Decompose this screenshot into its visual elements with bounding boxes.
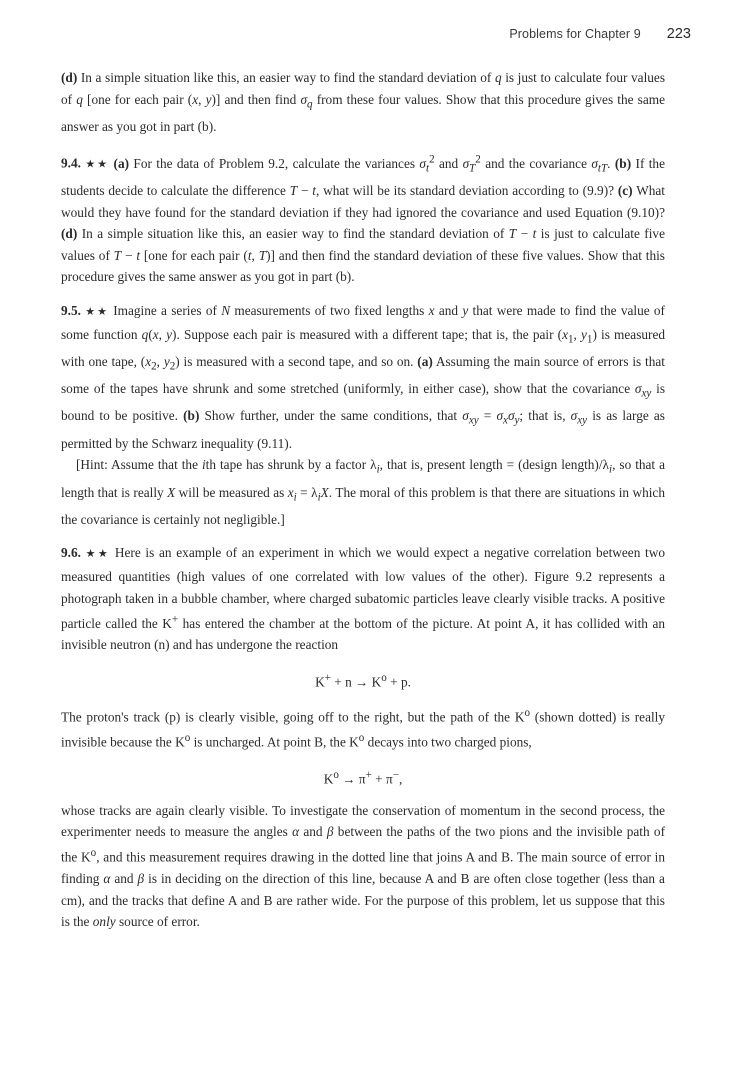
running-head bbox=[60, 26, 691, 42]
paragraph: The proton's track (p) is clearly visible, going off to the right, but the path of the $K^o$ (shown dotted) is really invisible because the $K^o$ is uncharged. At point B, the $K^o$ decays into two charged pions, bbox=[61, 706, 666, 750]
problem-number: 9.6. bbox=[61, 545, 81, 561]
problem-number: 9.5. bbox=[61, 303, 81, 319]
body-text bbox=[61, 67, 665, 945]
display-equation: $K^+ + n \to K^o + p$. bbox=[315, 671, 411, 690]
difficulty-stars-icon: ★★ bbox=[85, 158, 110, 171]
page-number: 223 bbox=[666, 26, 691, 42]
problem-text: (a) For the data of Problem 9.2, calculate the variances $\sigma_t^2$ and $\sigma_T^2$ and the covariance $\sigma_{tT}$. (b) If the students decide to calculate the difference T − t, what will be its standard deviation according to (9.9)? (c) What would they have found for the standard deviation if they had ignored the covariance and used Equation (9.10)? (d) In a simple situation like this, an easier way to find the standard deviation of T − t is just to calculate five values of T − t [one for each pair (t, T)] and then find the standard deviation of these five values. Show that this procedure gives the same answer as you got in part (b). bbox=[61, 153, 665, 285]
problem-9.6 bbox=[61, 542, 665, 655]
difficulty-stars-icon: ★★ bbox=[85, 306, 109, 319]
difficulty-stars-icon: ★★ bbox=[85, 548, 111, 561]
problem-text: Imagine a series of N measurements of two fixed lengths x and y that were made to find the value of some function q(x, y). Suppose each pair is measured with a different tape; that is, the pair ($x_1$, $y_1$) is measured with one tape, ($x_2$, $y_2$) is measured with a second tape, and so on. (a) Assuming the main source of errors is that some of the tapes have shrunk and some stretched (uniformly, in either case), show that the covariance $\sigma_{xy}$ is bound to be positive. (b) Show further, under the same conditions, that $\sigma_{xy} = \sigma_x\sigma_y$; that is, $\sigma_{xy}$ is as large as permitted by the Schwarz inequality (9.11). bbox=[61, 303, 665, 451]
hint-paragraph: [Hint: Assume that the ith tape has shrunk by a factor $\lambda_i$, that is, present length = (design $length)/\lambda_i$, so that a length that is really X will be measured as $x_i = \lambda_iX$. The moral of this problem is that there are situations in which the covariance is certainly not negligible.] bbox=[61, 457, 666, 527]
problem-text: Here is an example of an experiment in which we would expect a negative correlation between two measured quantities (high values of one correlated with low values of the other). Figure 9.2 represents a photograph taken in a bubble chamber, where charged subatomic particles leave clearly visible tracks. A positive particle called the K+ has entered the chamber at the bottom of the picture. At point A, it has collided with an invisible neutron (n) and has undergone the reaction bbox=[61, 545, 666, 653]
paragraph: whose tracks are again clearly visible. To investigate the conservation of momentum in the second process, the experimenter needs to measure the angles α and β between the paths of the two pions and the invisible path of the $K^o$, and this measurement requires drawing in the dotted line that joins A and B. The main source of error in finding α and β is in deciding on the direction of this line, because A and B are often close together (less than a cm), and the tracks that define A and B are rather wide. For the purpose of this problem, let us suppose that this is the only source of error. bbox=[61, 802, 666, 930]
problem-9.5 bbox=[61, 300, 665, 454]
problem-9.4 bbox=[61, 149, 665, 288]
display-equation: $K^o \to \pi^+ + \pi^-$, bbox=[323, 768, 403, 787]
problem-number: 9.4. bbox=[61, 155, 81, 171]
paragraph: (d) In a simple situation like this, an easier way to find the standard deviation of q is just to calculate four values of q [one for each pair (x, y)] and then find $\sigma_q$ from these four values. Show that this procedure gives the same answer as you got in part (b). bbox=[61, 70, 665, 134]
running-head-title: Problems for Chapter 9 bbox=[509, 27, 641, 41]
